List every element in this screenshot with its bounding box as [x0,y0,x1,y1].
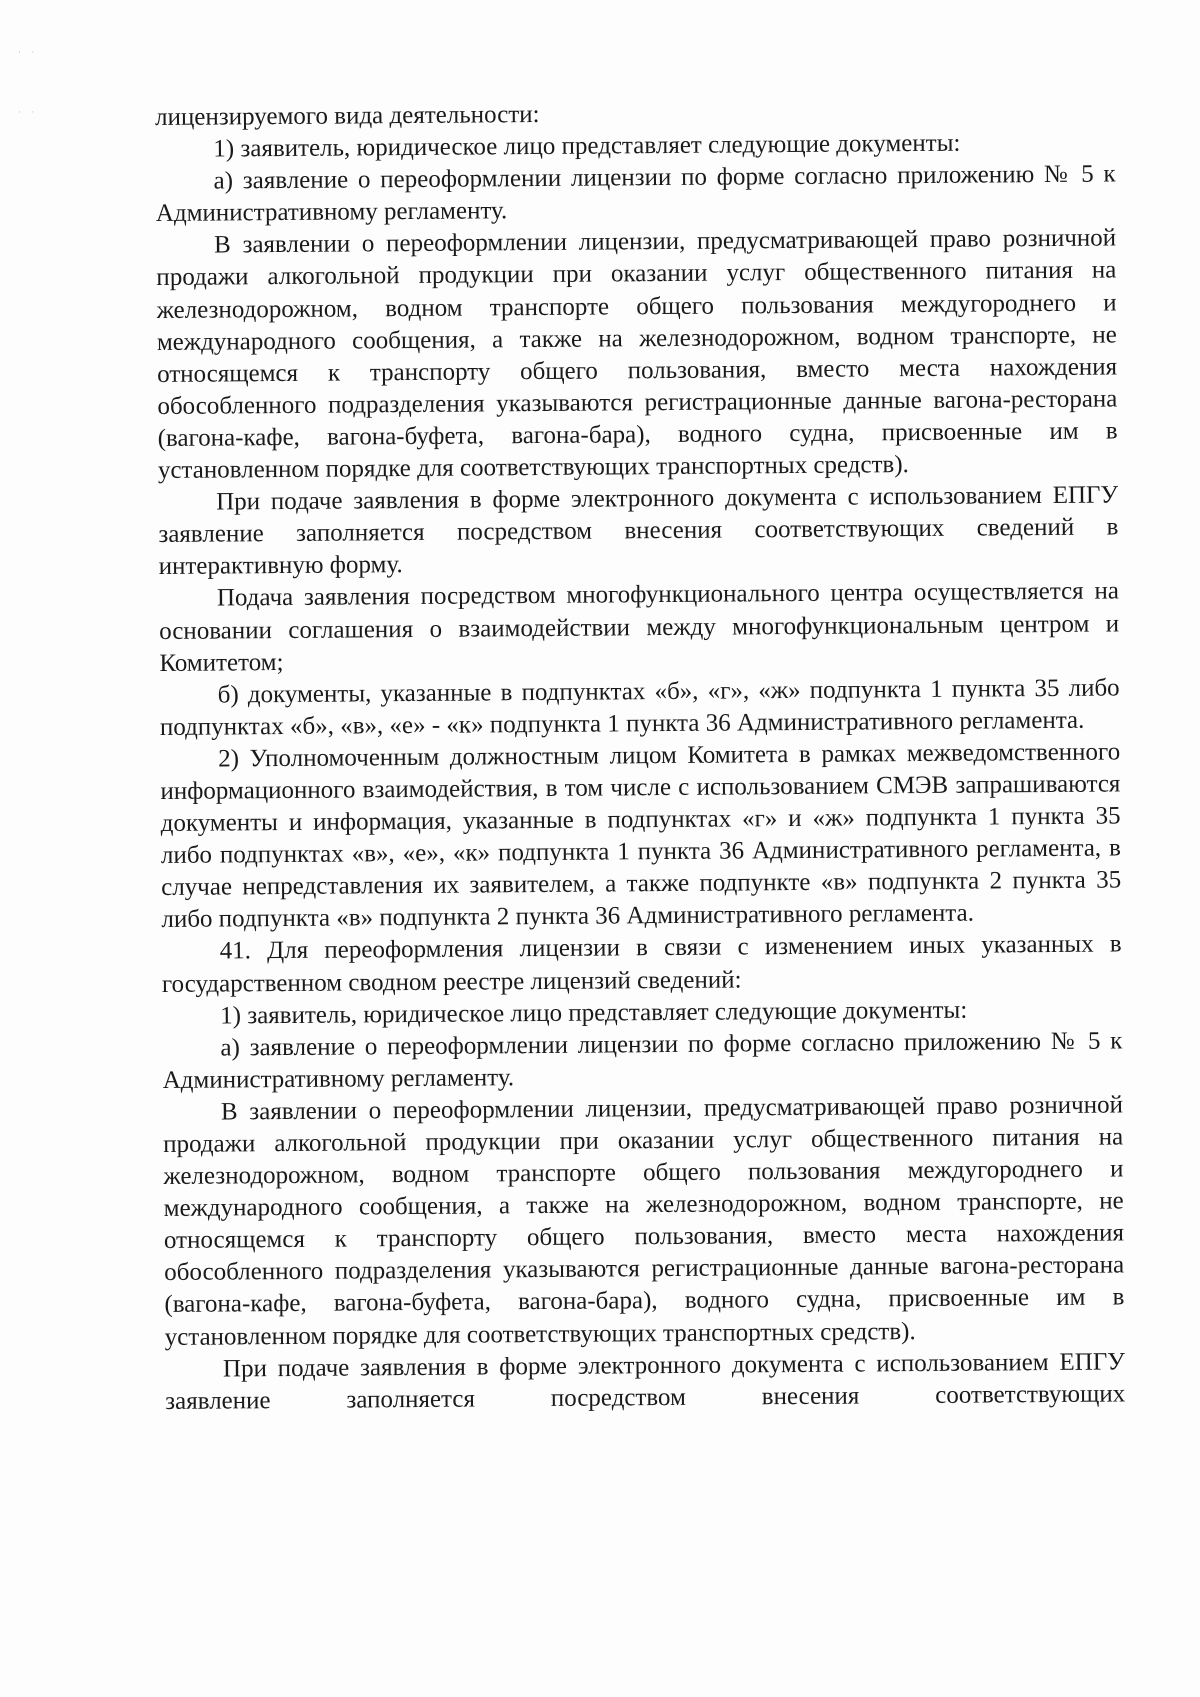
paragraph-4: В заявлении о переоформлении лицензии, предусматривающей право розничной продажи алкогольной продукции при оказании услуг общественного питания на железнодорожном, водном транспорте общего пользования междугороднего и международного сообщения, а также на железнодорожном, водном транспорте, не относящемся к транспорту общего пользования, вместо места нахождения обособленного подразделения указываются регистрационные данные вагона-ресторана (вагона-кафе, вагона-буфета, вагона-бара), водного судна, присвоенные им в установленном порядке для соответствующих транспортных средств). [156,224,1118,485]
paragraph-5: При подаче заявления в форме электронного документа с использованием ЕПГУ заявление заполняется посредством внесения соответствующих сведений в интерактивную форму. [158,481,1119,581]
paragraph-7: б) документы, указанные в подпунктах «б», «г», «ж» подпункта 1 пункта 35 либо подпунктах «б», «в», «е» - «к» подпункта 1 пункта 36 Административного регламента. [159,674,1120,741]
paragraph-8: 2) Уполномоченным должностным лицом Комитета в рамках межведомственного информационного взаимодействия, в том числе с использованием СМЭВ запрашиваются документы и информация, указанные в подпунктах «г» и «ж» подпункта 1 пункта 35 либо подпунктах «в», «е», «к» подпункта 1 пункта 36 Административного регламента, в случае непредставления их заявителем, а также подпункте «в» подпункта 2 пункта 35 либо подпункта «в» подпункта 2 пункта 36 Административного регламента. [160,738,1122,934]
scan-specks: · · · · [18,47,39,117]
paragraph-13: При подаче заявления в форме электронного документа с использованием ЕПГУ заявление заполняется посредством внесения соответствующих [165,1348,1126,1415]
paragraph-6: Подача заявления посредством многофункционального центра осуществляется на основании соглашения о взаимодействии между многофункциональным центром и Комитетом; [159,577,1120,677]
paragraph-10: 1) заявитель, юридическое лицо представляет следующие документы: [220,996,968,1030]
paragraph-11: а) заявление о переоформлении лицензии по форме согласно приложению № 5 к Административному регламенту. [162,1027,1123,1094]
paragraph-1: лицензируемого вида деятельности: [155,100,540,131]
paragraph-12: В заявлении о переоформлении лицензии, предусматривающей право розничной продажи алкогольной продукции при оказании услуг общественного питания на железнодорожном, водном транспорте общего пользования междугороднего и международного сообщения, а также на железнодорожном, водном транспорте, не относящемся к транспорту общего пользования, вместо места нахождения обособленного подразделения указываются регистрационные данные вагона-ресторана (вагона-кафе, вагона-буфета, вагона-бара), водного судна, присвоенные им в установленном порядке для соответствующих транспортных средств). [163,1091,1125,1351]
paragraph-2: 1) заявитель, юридическое лицо представляет следующие документы: [213,129,961,163]
paragraph-9: 41. Для переоформления лицензии в связи с изменением иных указанных в государственном сводном реестре лицензий сведений: [161,930,1122,998]
document-body [155,94,1125,1417]
paragraph-3: а) заявление о переоформлении лицензии по форме согласно приложению № 5 к Административному регламенту. [155,160,1116,228]
